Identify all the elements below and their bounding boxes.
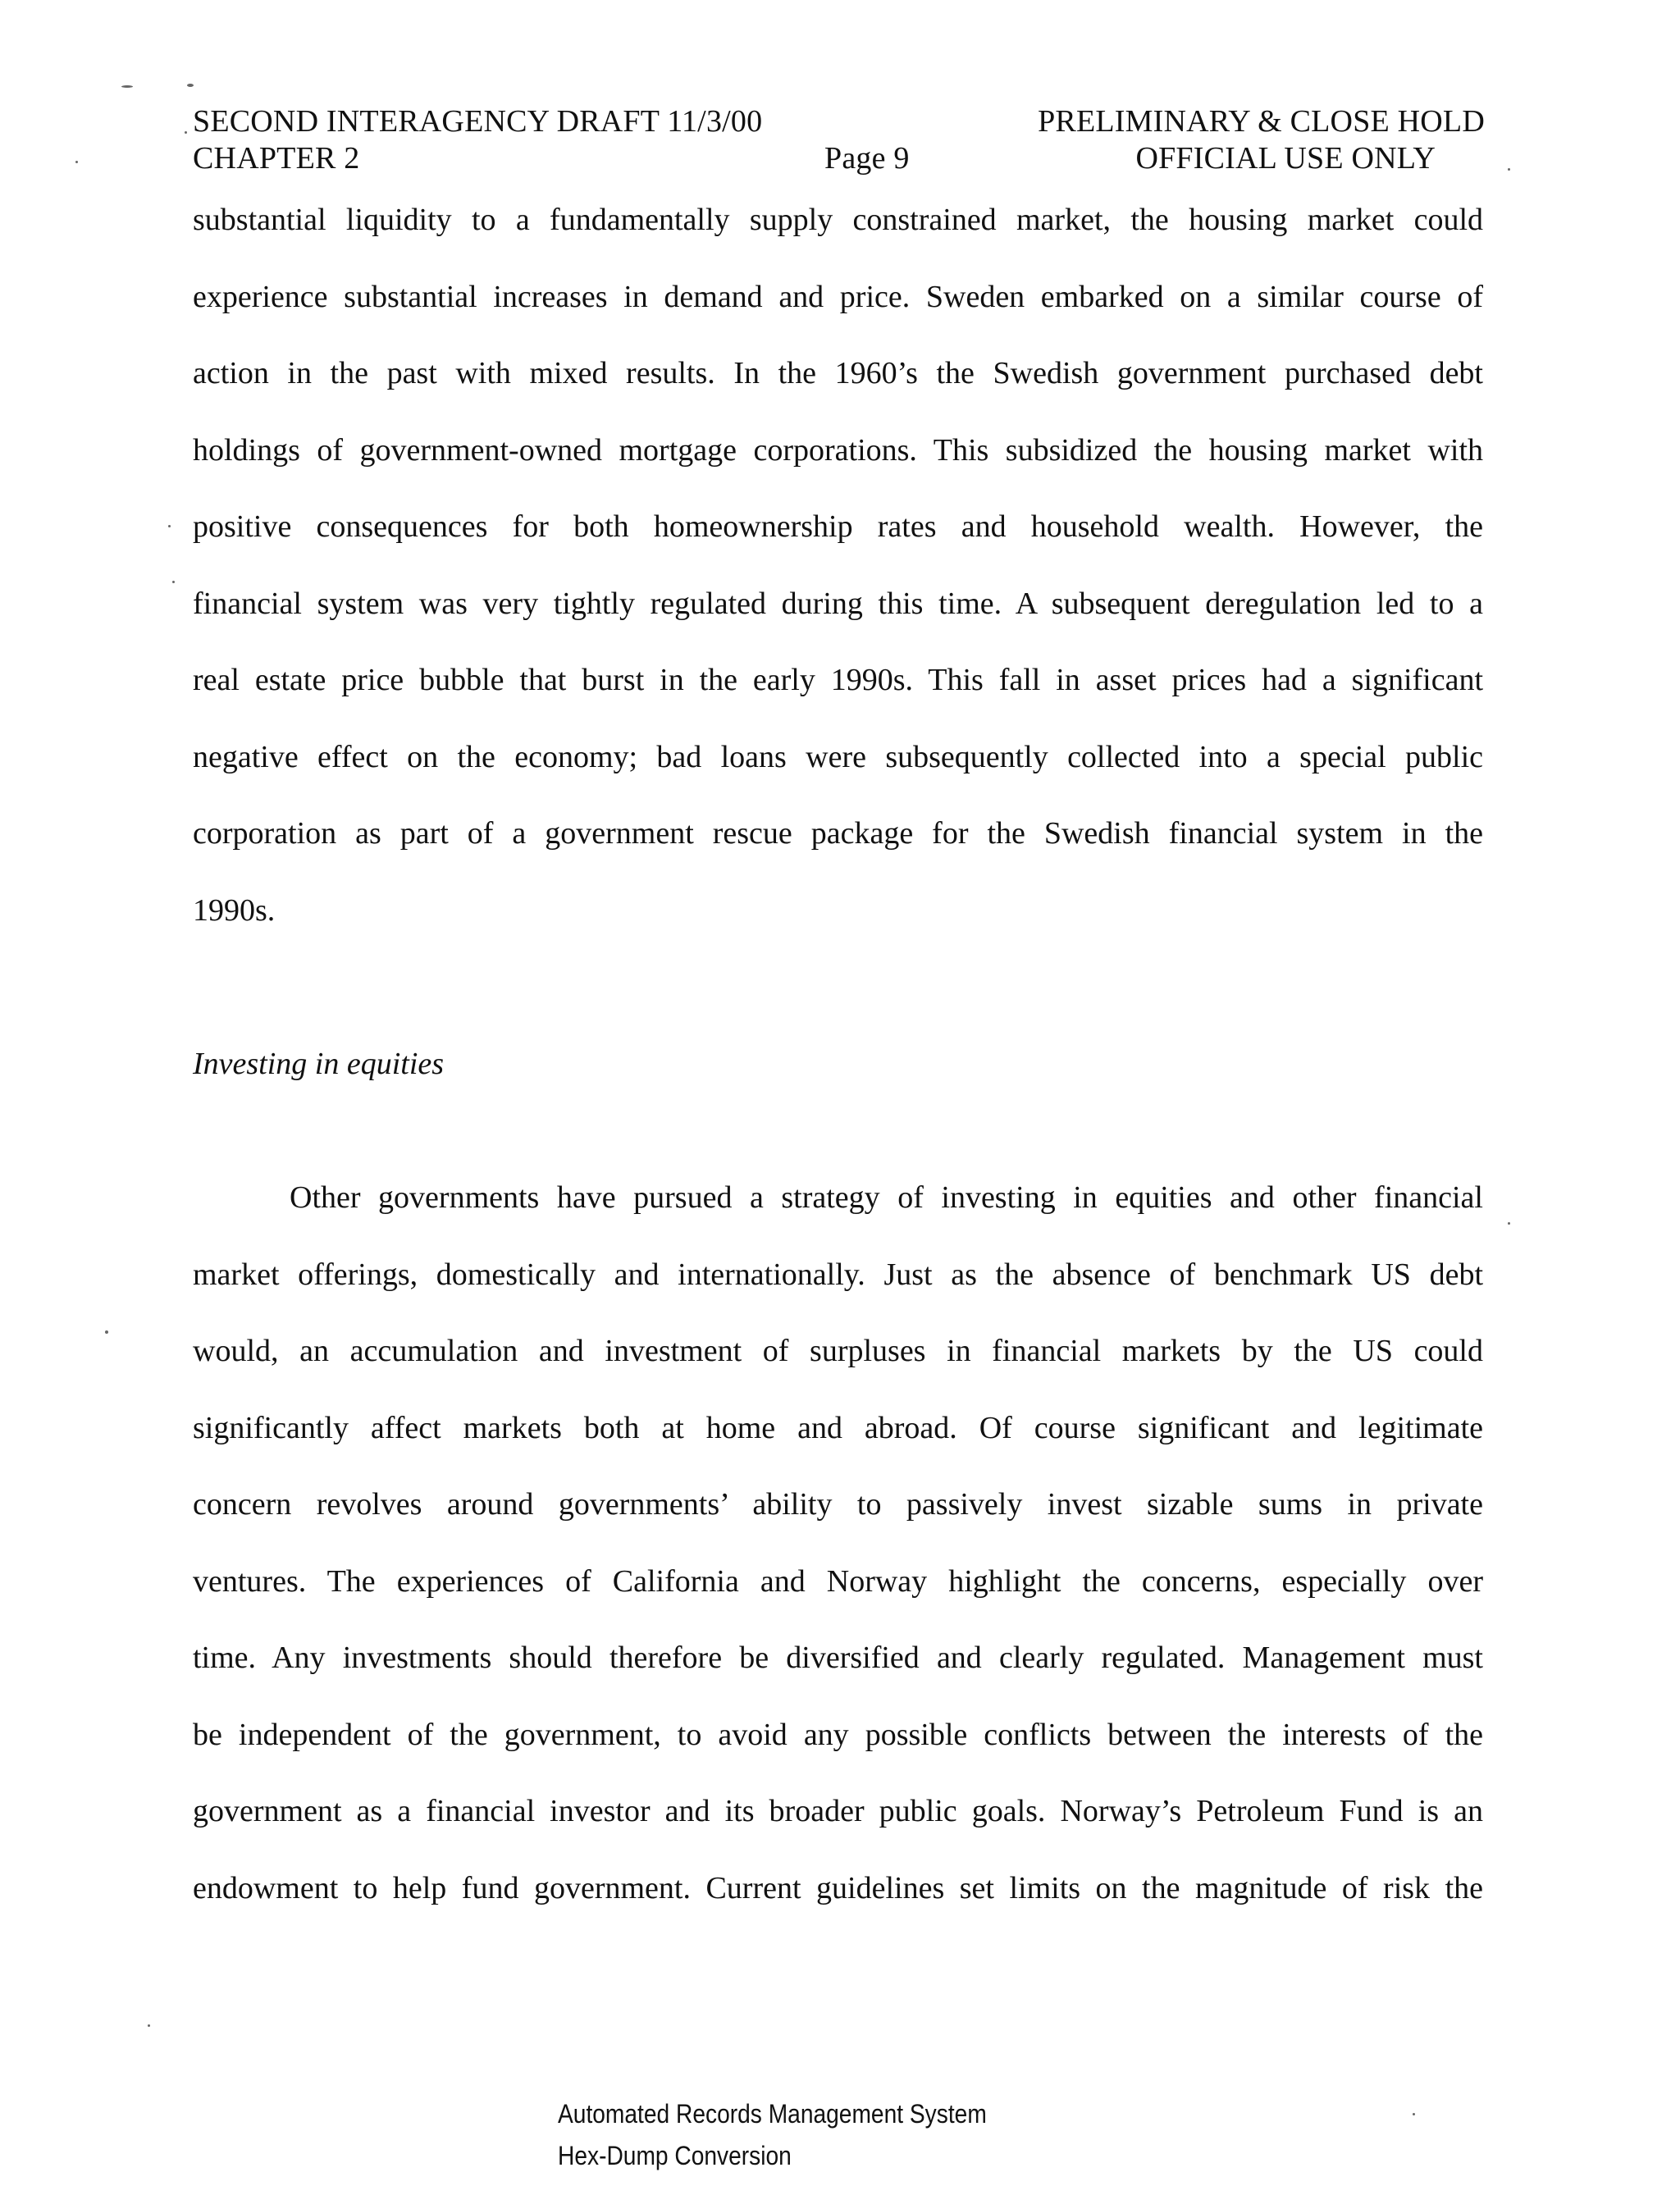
scan-speck <box>148 2024 150 2027</box>
classification-label: PRELIMINARY & CLOSE HOLD <box>1038 104 1485 139</box>
scan-speck <box>121 85 133 88</box>
scan-speck <box>1508 168 1510 171</box>
paragraph-line: time. Any investments should therefore be diversified and clearly regulated. Management must <box>193 1641 1483 1675</box>
paragraph-line: financial system was very tightly regulated during this time. A subsequent deregulation led to a <box>193 586 1483 621</box>
paragraph-line: Other governments have pursued a strategy of investing in equities and other financial <box>290 1180 1483 1215</box>
paragraph-line: positive consequences for both homeownership rates and household wealth. However, the <box>193 509 1483 544</box>
draft-label: SECOND INTERAGENCY DRAFT 11/3/00 <box>193 104 763 139</box>
paragraph-line: would, an accumulation and investment of surpluses in financial markets by the US could <box>193 1334 1483 1368</box>
chapter-label: CHAPTER 2 <box>193 141 360 176</box>
scan-speck <box>172 581 175 583</box>
paragraph-line: experience substantial increases in demand and price. Sweden embarked on a similar course of <box>193 279 1483 314</box>
paragraph-line: holdings of government-owned mortgage corporations. This subsidized the housing market with <box>193 432 1483 468</box>
paragraph-line: government as a financial investor and its broader public goals. Norway’s Petroleum Fund is an <box>193 1794 1483 1828</box>
paragraph-line: market offerings, domestically and internationally. Just as the absence of benchmark US debt <box>193 1257 1483 1292</box>
section-heading: Investing in equities <box>193 1047 445 1081</box>
scan-speck <box>1413 2113 1415 2115</box>
scan-speck <box>185 131 187 134</box>
paragraph-line: negative effect on the economy; bad loans were subsequently collected into a special public <box>193 739 1483 774</box>
paragraph-line: 1990s. <box>193 892 276 928</box>
paragraph-line: ventures. The experiences of California and Norway highlight the concerns, especially over <box>193 1563 1483 1599</box>
footer-records-system: Automated Records Management System <box>558 2099 987 2129</box>
body-paragraph-1 <box>193 182 1483 949</box>
paragraph-line: action in the past with mixed results. In the 1960’s the Swedish government purchased debt <box>193 356 1483 390</box>
paragraph-line: be independent of the government, to avoid any possible conflicts between the interests of the <box>193 1717 1483 1752</box>
body-paragraph-2 <box>193 1160 1483 1927</box>
paragraph-line: substantial liquidity to a fundamentally supply constrained market, the housing market could <box>193 203 1483 237</box>
paragraph-line: endowment to help fund government. Current guidelines set limits on the magnitude of risk the <box>193 1870 1483 1905</box>
paragraph-line: corporation as part of a government rescue package for the Swedish financial system in the <box>193 816 1483 851</box>
scan-speck <box>105 1330 108 1334</box>
scan-speck <box>75 161 78 163</box>
scan-speck <box>1508 1222 1510 1225</box>
paragraph-line: concern revolves around governments’ ability to passively invest sizable sums in private <box>193 1487 1483 1522</box>
footer-conversion: Hex-Dump Conversion <box>558 2141 792 2170</box>
scan-speck <box>168 525 171 527</box>
official-use-label: OFFICIAL USE ONLY <box>1135 141 1436 176</box>
paragraph-line: significantly affect markets both at home and abroad. Of course significant and legitimate <box>193 1410 1483 1445</box>
paragraph-line: real estate price bubble that burst in the early 1990s. This fall in asset prices had a significant <box>193 663 1483 697</box>
page-number: Page 9 <box>824 141 910 176</box>
scan-speck <box>187 84 194 87</box>
